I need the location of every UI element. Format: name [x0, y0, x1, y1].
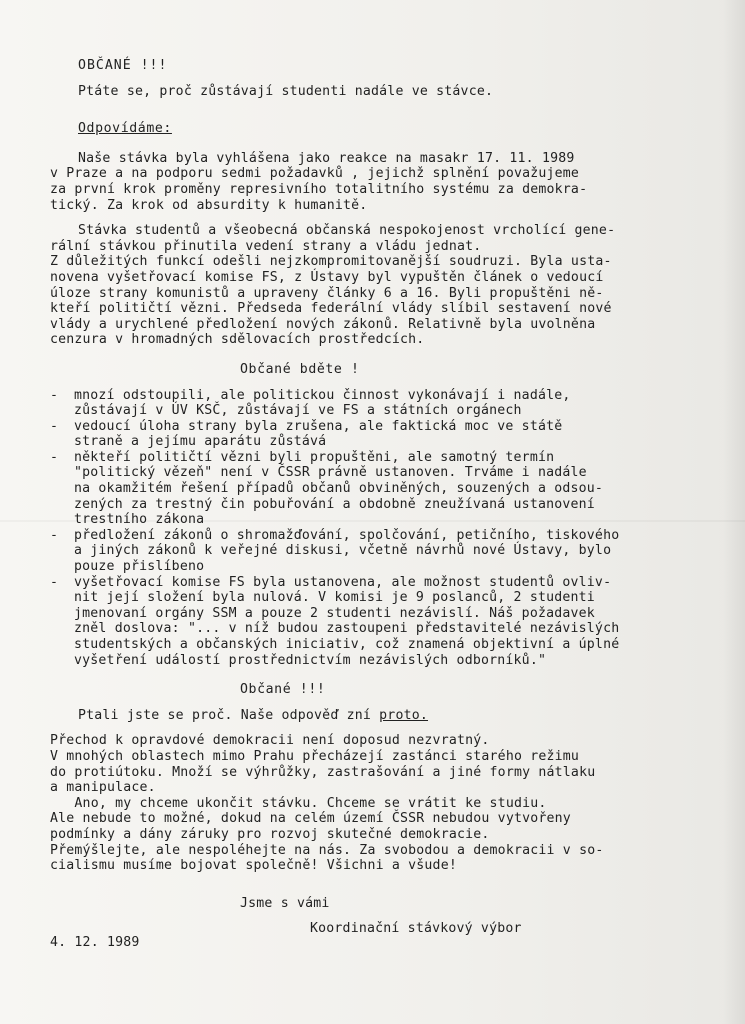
paragraph-line: Stávka studentů a všeobecná občanská nespokojenost vrcholící gene-	[78, 223, 616, 239]
demands-list	[50, 388, 700, 669]
list-item	[50, 388, 700, 419]
vigilant-heading: Občané bděte !	[240, 361, 360, 377]
list-item	[50, 450, 700, 528]
paragraph-line: úloze strany komunistů a upraveny články 6 a 16. Byli propuštěni ně-	[50, 285, 604, 301]
list-item-line: mnozí odstoupili, ale politickou činnost vykonávají i nadále,	[74, 387, 571, 403]
list-item-line: studentských a občanských iniciativ, což znamená objektivní a úplné	[74, 637, 620, 652]
list-item-line: vyšetření událostí prostřednictvím nezávislých odborníků."	[74, 652, 547, 668]
paragraph-line: podmínky a dány záruky pro rozvoj skutečné demokracie.	[50, 826, 490, 842]
paragraph-line: Z důležitých funkcí odešli nejzkompromitovanější soudruzi. Byla usta-	[50, 254, 612, 270]
subtitle: Ptáte se, proč zůstávají studenti nadále ve stávce.	[78, 83, 494, 99]
list-item-line: někteří političtí vězni byli propuštěni, ale samotný termín	[74, 449, 555, 465]
list-item-line: nit její složení byla nulová. V komisi je 9 poslanců, 2 studenti	[74, 590, 595, 606]
list-item	[50, 419, 700, 450]
paragraph-line: Ale nebude to možné, dokud na celém území ČSSR nebudou vytvořeny	[50, 811, 571, 827]
list-dash: -	[50, 574, 59, 590]
paragraph-1	[50, 151, 700, 213]
paragraph-line: do protiútoku. Množí se výhrůžky, zastrašování a jiné formy nátlaku	[50, 764, 596, 780]
leaflet-text	[50, 58, 700, 951]
list-dash: -	[50, 527, 59, 543]
list-item-line: "politický vězeň" není v ČSSR právně ustanoven. Trváme i nadále	[74, 465, 587, 481]
list-item-line: trestního zákona	[74, 512, 205, 528]
signature: Koordinační stávkový výbor	[310, 921, 522, 937]
list-item-line: na okamžitém řešení případů občanů obviněných, souzených a odsou-	[74, 481, 604, 497]
answer-heading: Odpovídáme:	[78, 121, 172, 137]
paragraph-line: cialismu musíme bojovat společně! Všichni a všude!	[50, 858, 457, 874]
asked-prefix: Ptali jste se proč. Naše odpověď zní	[78, 707, 380, 723]
paragraph-3	[50, 733, 700, 795]
list-item-line: vedoucí úloha strany byla zrušena, ale faktická moc ve státě	[74, 418, 563, 434]
paragraph-line: kteří političtí vězni. Předseda federální vlády slíbil sestavení nové	[50, 301, 612, 317]
list-item-line: zených za trestný čin pobuřování a obdobně zneužívaná ustanovení	[74, 496, 595, 512]
paragraph-line: novena vyšetřovací komise FS, z Ústavy byl vypuštěn článek o vedoucí	[50, 269, 604, 285]
paragraph-line: V mnohých oblastech mimo Prahu přecházejí zastánci starého režimu	[50, 748, 580, 764]
asked-word: proto.	[379, 707, 429, 723]
asked-line	[50, 708, 700, 724]
paragraph-line: Přemýšlejte, ale nespoléhejte na nás. Za svobodou a demokracii v so-	[50, 842, 604, 858]
list-item-line: zněl doslova: "... v níž budou zastoupeni představitelé nezávislých	[74, 621, 620, 637]
citizens-heading: Občané !!!	[240, 682, 326, 698]
list-item	[50, 575, 700, 669]
paragraph-2	[50, 223, 700, 348]
paper-edge-shadow	[723, 0, 745, 1024]
paragraph-4	[50, 796, 700, 874]
paragraph-line: Naše stávka byla vyhlášena jako reakce na masakr 17. 11. 1989	[78, 150, 575, 166]
list-item-line: zůstávají v ÚV KSČ, zůstávají ve FS a státních orgánech	[74, 403, 522, 419]
paragraph-line: Ano, my chceme ukončit stávku. Chceme se vrátit ke studiu.	[50, 795, 547, 811]
list-item-line: jmenovaní orgány SSM a pouze 2 studenti nezávislí. Náš požadavek	[74, 605, 595, 621]
list-item-line: straně a jejímu aparátu zůstává	[74, 434, 327, 450]
list-item-line: předložení zákonů o shromažďování, spolčování, petičního, tiskového	[74, 527, 620, 543]
list-item-line: vyšetřovací komise FS byla ustanovena, ale možnost studentů ovliv-	[74, 574, 612, 590]
title: OBČANÉ !!!	[78, 58, 168, 73]
list-item-line: pouze přislíbeno	[74, 559, 205, 575]
paragraph-line: v Praze a na podporu sedmi požadavků , jejichž splnění považujeme	[50, 166, 580, 182]
paragraph-line: Přechod k opravdové demokracii není doposud nezvratný.	[50, 733, 490, 749]
list-item-line: a jiných zákonů k veřejné diskusi, včetně návrhů nové Ústavy, bylo	[74, 543, 612, 559]
list-dash: -	[50, 418, 59, 434]
date: 4. 12. 1989	[50, 934, 140, 950]
list-dash: -	[50, 449, 59, 465]
paragraph-line: rální stávkou přinutila vedení strany a vládu jednat.	[50, 238, 482, 254]
closing: Jsme s vámi	[240, 895, 330, 911]
paragraph-line: tický. Za krok od absurdity k humanitě.	[50, 197, 368, 213]
list-item	[50, 528, 700, 575]
paragraph-line: za první krok proměny represivního totalitního systému za demokra-	[50, 181, 588, 197]
paragraph-line: cenzura v hromadných sdělovacích prostředcích.	[50, 332, 425, 348]
paragraph-line: vlády a urychlené předložení nových zákonů. Relativně byla uvolněna	[50, 316, 596, 332]
list-dash: -	[50, 387, 59, 403]
paragraph-line: a manipulace.	[50, 780, 156, 796]
